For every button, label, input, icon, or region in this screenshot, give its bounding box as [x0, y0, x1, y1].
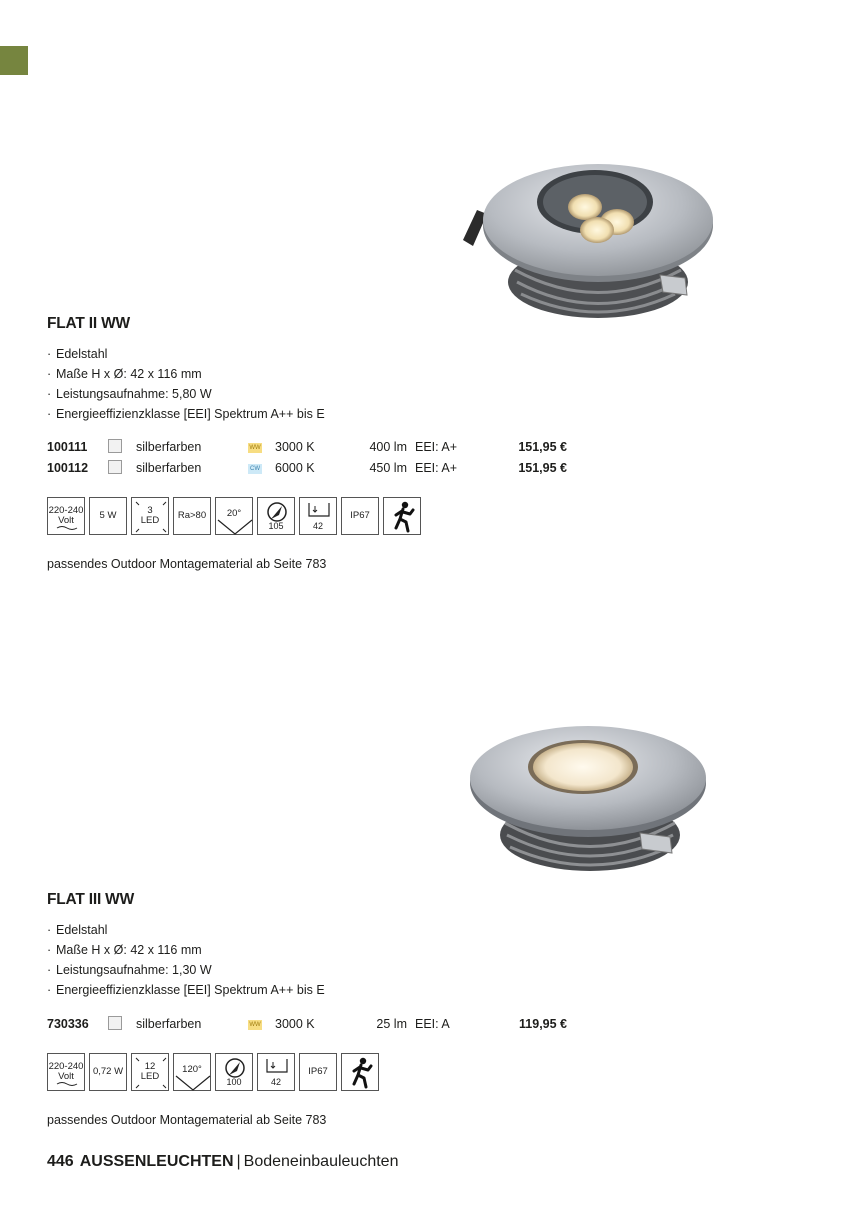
installation-depth-icon: 42	[299, 497, 337, 535]
chapter-tab-marker	[0, 46, 28, 75]
luminous-flux: 450 lm	[369, 461, 407, 475]
impact-resistance-icon: 100	[215, 1053, 253, 1091]
variant-table	[47, 1014, 567, 1035]
luminous-flux: 25 lm	[376, 1017, 407, 1031]
energy-class: EEI: A+	[415, 440, 458, 454]
subsection-title: Bodeneinbauleuchten	[243, 1153, 399, 1170]
color-name: silberfarben	[136, 1017, 202, 1031]
walk-over-icon	[383, 497, 421, 535]
voltage-icon: 220-240 Volt	[47, 1053, 85, 1091]
feature-item: · Edelstahl	[47, 923, 108, 937]
product-image-flat-iii	[460, 725, 720, 880]
product-title: FLAT III WW	[47, 891, 135, 908]
warm-white-badge: WW	[249, 1022, 261, 1028]
spec-icon-row	[47, 1053, 387, 1091]
energy-class: EEI: A+	[415, 461, 458, 475]
feature-item: · Leistungsaufnahme: 5,80 W	[47, 387, 212, 401]
feature-item: · Edelstahl	[47, 347, 108, 361]
color-swatch	[108, 460, 122, 474]
article-number: 100111	[47, 440, 88, 454]
installation-depth-icon: 42	[257, 1053, 295, 1091]
variant-table	[47, 437, 567, 479]
feature-item: · Maße H x Ø: 42 x 116 mm	[47, 943, 202, 957]
beam-angle-icon: 20°	[215, 497, 253, 535]
feature-list	[47, 920, 325, 1000]
impact-resistance-icon: 105	[257, 497, 295, 535]
color-temperature: 6000 K	[275, 461, 315, 475]
color-name: silberfarben	[136, 461, 202, 475]
variant-row	[47, 458, 567, 479]
price: 151,95 €	[518, 461, 567, 475]
cold-white-badge: CW	[250, 466, 260, 472]
page-footer	[47, 1153, 398, 1171]
warm-white-badge: WW	[249, 445, 261, 451]
product-title: FLAT II WW	[47, 315, 130, 332]
cri-icon: Ra>80	[173, 497, 211, 535]
article-number: 730336	[47, 1017, 89, 1031]
color-temperature: 3000 K	[275, 440, 315, 454]
feature-item: · Energieeffizienzklasse [EEI] Spektrum A++ bis E	[47, 983, 325, 997]
section-title: AUSSENLEUCHTEN	[79, 1153, 234, 1170]
variant-row	[47, 437, 567, 458]
price: 119,95 €	[519, 1017, 567, 1031]
article-number: 100112	[47, 461, 89, 475]
page-number: 446	[47, 1153, 74, 1170]
feature-item: · Energieeffizienzklasse [EEI] Spektrum A++ bis E	[47, 407, 325, 421]
footer-separator: |	[236, 1153, 241, 1170]
luminous-flux: 400 lm	[369, 440, 407, 454]
variant-row	[47, 1014, 567, 1035]
color-name: silberfarben	[136, 440, 202, 454]
color-swatch	[108, 439, 122, 453]
power-icon: 0,72 W	[89, 1053, 127, 1091]
ip-rating-icon: IP67	[341, 497, 379, 535]
product-image-flat-ii	[455, 150, 725, 325]
feature-list	[47, 344, 325, 424]
beam-angle-icon: 120°	[173, 1053, 211, 1091]
mounting-note: passendes Outdoor Montagematerial ab Seite 783	[47, 557, 327, 571]
color-temperature: 3000 K	[275, 1017, 315, 1031]
price: 151,95 €	[518, 440, 567, 454]
feature-item: · Leistungsaufnahme: 1,30 W	[47, 963, 212, 977]
led-count-icon: 3 LED	[131, 497, 169, 535]
energy-class: EEI: A	[415, 1017, 450, 1031]
color-swatch	[108, 1016, 122, 1030]
feature-item: · Maße H x Ø: 42 x 116 mm	[47, 367, 202, 381]
mounting-note: passendes Outdoor Montagematerial ab Seite 783	[47, 1113, 327, 1127]
led-count-icon: 12 LED	[131, 1053, 169, 1091]
walk-over-icon	[341, 1053, 379, 1091]
power-icon: 5 W	[89, 497, 127, 535]
voltage-icon: 220-240 Volt	[47, 497, 85, 535]
spec-icon-row	[47, 497, 427, 535]
ip-rating-icon: IP67	[299, 1053, 337, 1091]
